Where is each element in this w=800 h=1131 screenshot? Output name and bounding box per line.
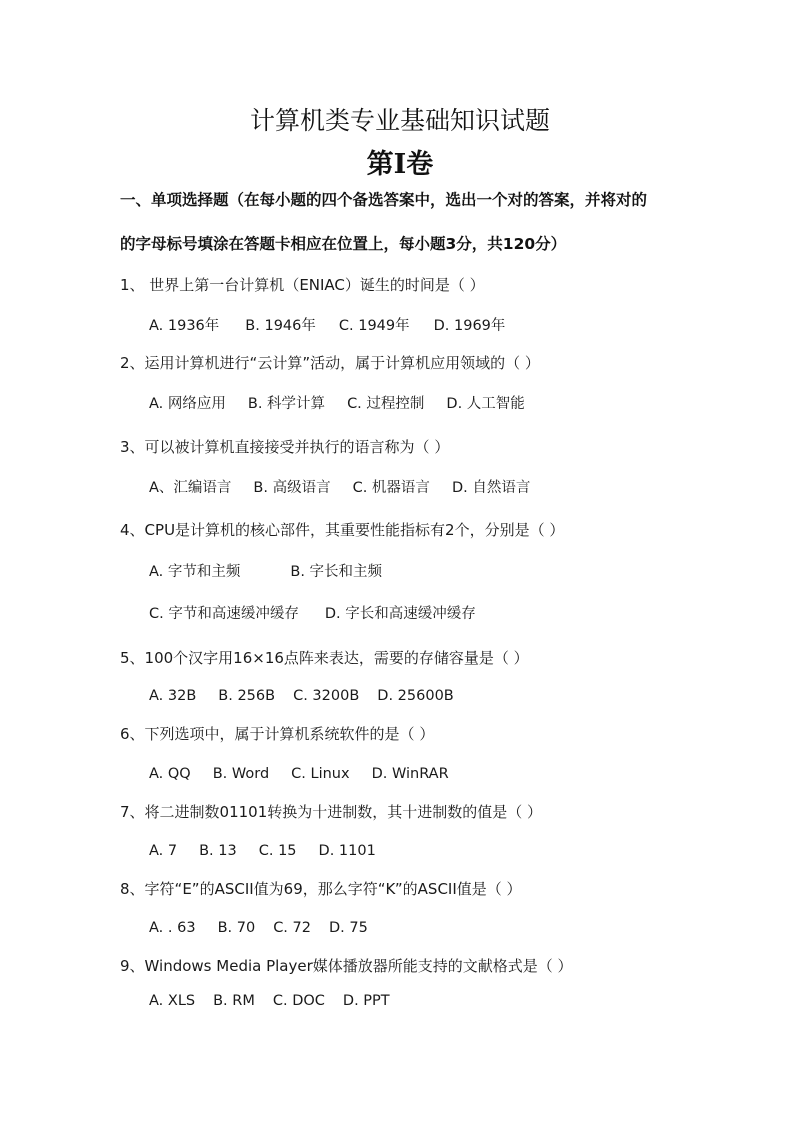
option-a: A. XLS [149,993,196,1009]
option-b: B. RM [213,993,255,1009]
option-c: C. Linux [291,766,350,782]
option-d: D. 25600B [377,688,454,704]
option-c: C. DOC [272,993,325,1009]
question-6: 6、下列选项中，属于计算机系统软件的是（ ） [120,725,435,743]
option-d: D. 人工智能 [446,396,525,412]
section-heading-line-1: 一、单项选择题（在每小题的四个备选答案中，选出一个对的答案，并将对的 [120,191,648,209]
option-a: A. 字节和主频 [149,564,241,580]
question-9: 9、Windows Media Player媒体播放器所能支持的文献格式是（ ） [120,957,573,975]
option-a: A. QQ [149,766,191,782]
option-c: C. 机器语言 [352,480,430,496]
section-heading-line-2: 的字母标号填涂在答题卡相应在位置上，每小题3分，共120分） [120,235,567,253]
question-4-options-row-2 [149,603,476,625]
question-2: 2、运用计算机进行“云计算”活动，属于计算机应用领域的（ ） [120,354,540,372]
option-a: A. 网络应用 [149,396,226,412]
option-d: D. 1969年 [433,318,506,334]
option-d: D. 自然语言 [451,480,531,496]
question-3-options [149,477,530,499]
question-1: 1、 世界上第一台计算机（ENIAC）诞生的时间是（ ） [120,276,485,294]
question-9-options [149,990,390,1012]
option-d: D. 1101 [318,843,376,859]
question-7-options [149,840,376,862]
option-c: C. 过程控制 [347,396,425,412]
option-a: A. 1936年 [149,318,220,334]
option-c: C. 字节和高速缓冲缓存 [149,606,299,622]
option-b: B. Word [212,766,270,782]
option-c: C. 15 [258,843,297,859]
option-b: B. 70 [217,920,256,936]
option-a: A. 7 [149,843,178,859]
option-a: A、汇编语言 [149,480,232,496]
question-3: 3、可以被计算机直接接受并执行的语言称为（ ） [120,438,450,456]
exam-title: 计算机类专业基础知识试题 [249,106,550,135]
option-b: B. 高级语言 [253,480,331,496]
option-c: C. 72 [273,920,311,936]
option-d: D. 75 [328,920,368,936]
question-5: 5、100个汉字用16×16点阵来表达，需要的存储容量是（ ） [120,649,529,667]
option-a: A. 32B [149,688,197,704]
option-b: B. 科学计算 [247,396,326,412]
question-4: 4、CPU是计算机的核心部件，其重要性能指标有2个，分别是（ ） [120,521,565,539]
option-b: B. 1946年 [245,318,316,334]
question-8: 8、字符“E”的ASCII值为69，那么字符“K”的ASCII值是（ ） [120,880,522,898]
option-b: B. 256B [218,688,276,704]
exam-subtitle: 第Ⅰ卷 [366,149,434,180]
question-4-options-row-1 [149,561,382,583]
option-b: B. 13 [199,843,237,859]
option-c: C. 1949年 [338,318,410,334]
question-7: 7、将二进制数01101转换为十进制数，其十进制数的值是（ ） [120,803,543,821]
question-6-options [149,763,449,785]
option-d: D. 字长和高速缓冲缓存 [324,606,476,622]
option-d: D. WinRAR [371,766,449,782]
option-d: D. PPT [342,993,390,1009]
question-5-options [149,685,454,707]
question-1-options [149,315,505,337]
option-a: A. . 63 [149,920,196,936]
option-b: B. 字长和主频 [290,564,383,580]
question-2-options [149,393,525,415]
question-8-options [149,917,368,939]
option-c: C. 3200B [293,688,360,704]
